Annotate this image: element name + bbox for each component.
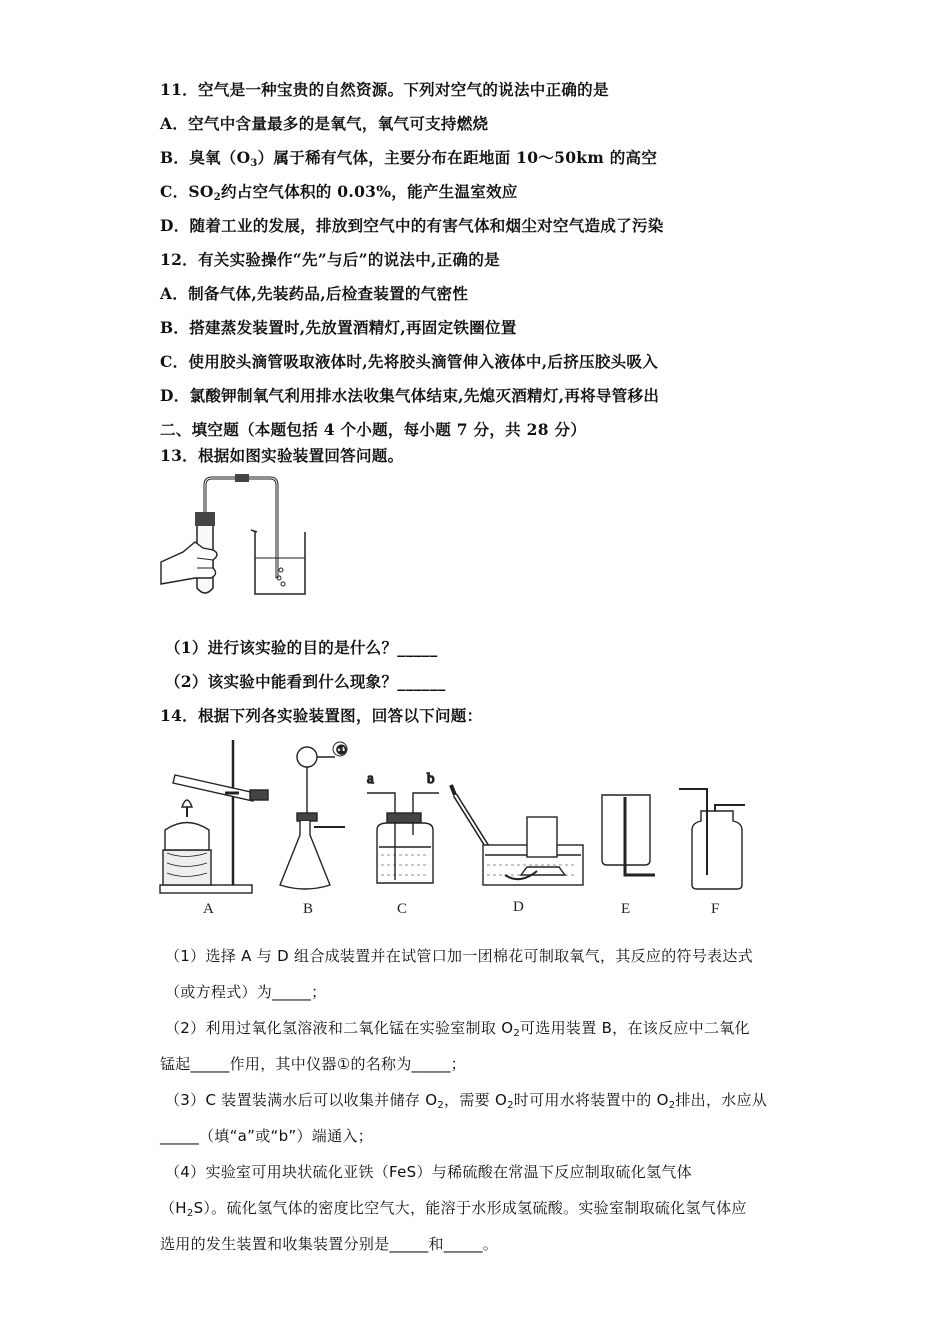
q14-part-4-line-2: $(H_2S)$。硫化氢气体的密度比空气大，能溶于水形成氢硫酸。实验室制取硫化氢气体应 <box>160 1199 747 1219</box>
label-c: C <box>397 901 408 917</box>
q14-part-1-line-1: （1）选择 A 与 D 组合成装置并在试管口加一团棉花可制取氧气，其反应的符号表达式 <box>165 947 754 965</box>
q14-part-1-line-2: （或方程式）为_____； <box>165 983 327 1001</box>
q12-stem: 12．有关实验操作“先”与后”的说法中,正确的是 <box>160 250 500 269</box>
port-b: b <box>427 771 435 787</box>
apparatus-e <box>602 795 655 875</box>
label-f: F <box>711 901 720 917</box>
q11-option-b: B．臭氧$(O_3)$属于稀有气体，主要分布在距地面 10～50km 的高空 <box>160 148 658 169</box>
q14-stem: 14．根据下列各实验装置图，回答以下问题： <box>160 706 483 725</box>
q14-part-2-line-1: （2）利用过氧化氢溶液和二氧化锰在实验室制取 $O_2$可选用装置 B，在该反应中二氧化 <box>165 1019 750 1039</box>
q14-part-2-line-2: 锰起_____作用，其中仪器①的名称为_____； <box>160 1055 466 1073</box>
q12-option-c: C．使用胶头滴管吸取液体时,先将胶头滴管伸入液体中,后挤压胶头吸入 <box>160 352 659 371</box>
q14-part-3-line-2: _____（填“a”或“b”）端通入； <box>160 1127 373 1145</box>
apparatus-d <box>451 785 583 885</box>
q11-option-c: C．$SO_2$约占空气体积的 0.03%，能产生温室效应 <box>160 182 518 203</box>
label-d: D <box>513 899 524 915</box>
apparatus-b <box>280 742 347 889</box>
q13-stem: 13．根据如图实验装置回答问题。 <box>160 446 404 465</box>
apparatus-c <box>367 771 439 883</box>
q12-option-b: B．搭建蒸发装置时,先放置酒精灯,再固定铁圈位置 <box>160 318 517 337</box>
q14-part-4-line-1: （4）实验室可用块状硫化亚铁（FeS）与稀硫酸在常温下反应制取硫化氢气体 <box>165 1163 692 1181</box>
label-a: A <box>203 901 214 917</box>
q14-apparatus-figure <box>155 735 755 920</box>
q14-part-3-line-1: （3）C 装置装满水后可以收集并储存 $O_2$，需要 $O_2$时可用水将装置中的 $O_2$排出，水应从 <box>165 1091 768 1111</box>
q11-option-a: A．空气中含量最多的是氧气，氧气可支持燃烧 <box>160 114 489 133</box>
port-a: a <box>367 771 374 787</box>
apparatus-a <box>160 740 268 893</box>
q12-option-d: D．氯酸钾制氧气利用排水法收集气体结束,先熄灭酒精灯,再将导管移出 <box>160 386 660 405</box>
q13-part-1: （1）进行该实验的目的是什么？_____ <box>165 638 438 657</box>
apparatus-f <box>679 789 745 889</box>
section-heading: 二、填空题（本题包括 4 个小题，每小题 7 分，共 28 分） <box>160 420 587 439</box>
q13-part-2: （2）该实验中能看到什么现象？______ <box>165 672 446 691</box>
label-b: B <box>303 901 314 917</box>
q11-option-d: D．随着工业的发展，排放到空气中的有害气体和烟尘对空气造成了污染 <box>160 216 664 235</box>
marker-1: ① <box>336 743 347 757</box>
label-e: E <box>621 901 631 917</box>
q11-stem: 11．空气是一种宝贵的自然资源。下列对空气的说法中正确的是 <box>160 80 609 99</box>
q13-airtightness-figure <box>155 470 310 605</box>
q14-part-4-line-3: 选用的发生装置和收集装置分别是_____和_____。 <box>160 1235 499 1253</box>
q12-option-a: A．制备气体,先装药品,后检查装置的气密性 <box>160 284 469 303</box>
